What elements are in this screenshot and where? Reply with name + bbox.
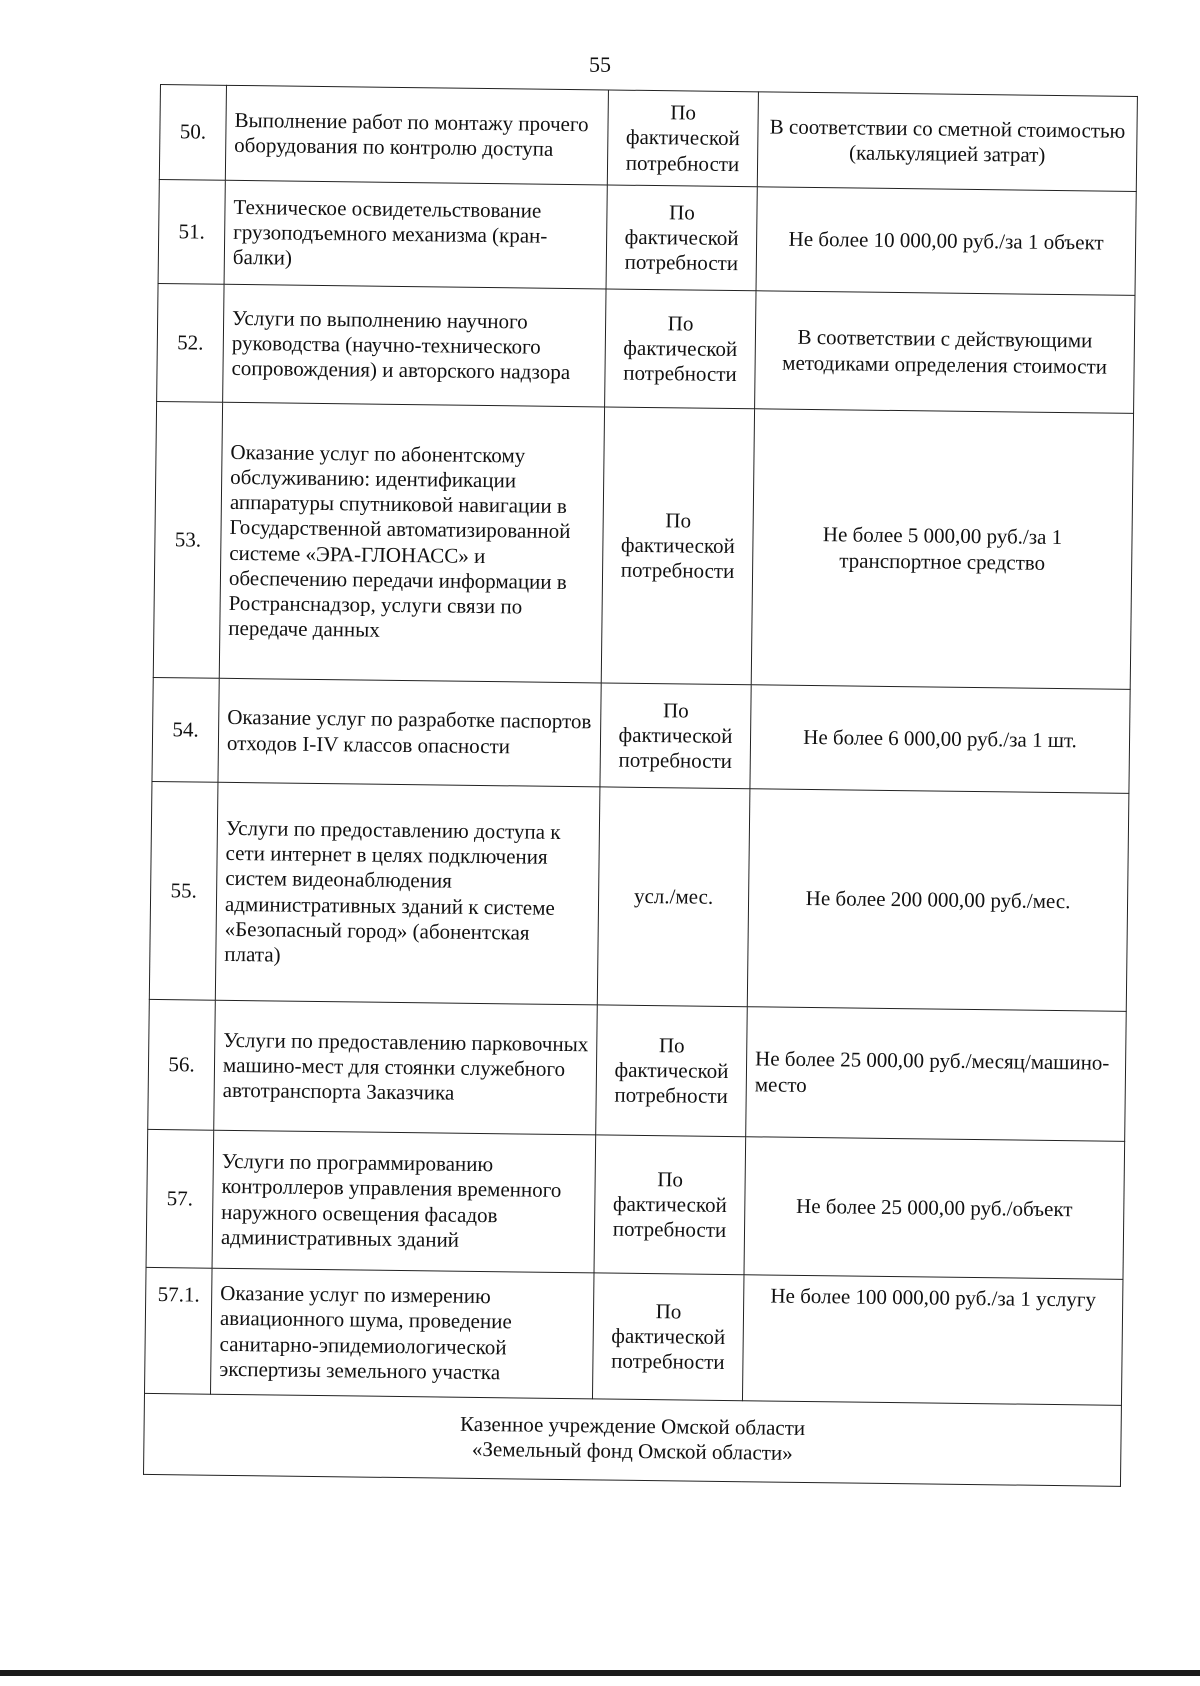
price-cell: В соответствии с действующими методиками определения стоимости [755,291,1135,414]
service-name: Оказание услуг по абонентскому обслуживанию: идентификации аппаратуры спутниковой навигации в Государственной автоматизированной системе «ЭРА-ГЛОНАСС» и обеспечению передачи информации в Ространснадзор, услуги связи по передаче данных [219,402,604,683]
row-number: 57. [146,1129,214,1268]
price-cell: Не более 10 000,00 руб./за 1 объект [756,187,1136,296]
page-number: 55 [589,52,611,77]
org-heading-row [144,1393,1122,1486]
row-number: 56. [148,999,216,1130]
price-cell: Не более 100 000,00 руб./за 1 услугу [742,1275,1123,1406]
row-number: 55. [149,781,218,1000]
unit-cell: По фактической потребности [594,1135,746,1275]
unit-cell: По фактической потребности [605,289,756,409]
service-name: Оказание услуг по разработке паспортов отходов I-IV классов опасности [218,678,601,787]
service-name: Услуги по программированию контроллеров управления временного наружного освещения фасадов административных зданий [212,1130,596,1273]
table-row [145,1267,1123,1405]
table-row [158,179,1136,295]
service-name: Услуги по предоставлению доступа к сети интернет в целях подключения систем видеонаблюдения административных зданий к системе «Безопасный город» (абонентская плата) [215,782,600,1005]
price-cell: Не более 5 000,00 руб./за 1 транспортное средство [751,409,1133,690]
row-number: 54. [152,677,219,782]
service-name: Техническое освидетельствование грузоподъемного механизма (кран-балки) [224,180,607,289]
scan-edge-bar [0,1670,1200,1676]
unit-cell: По фактической потребности [596,1005,748,1137]
row-number: 53. [153,401,222,678]
unit-cell: По фактической потребности [601,407,754,685]
unit-cell: усл./мес. [597,787,750,1007]
row-number: 50. [159,85,226,181]
unit-cell: По фактической потребности [592,1273,744,1401]
table-row [146,1129,1125,1279]
row-number: 52. [157,283,224,402]
table-row [157,283,1135,413]
price-cell: В соответствии со сметной стоимостью (калькуляцией затрат) [757,92,1137,192]
org-heading [144,1393,1122,1486]
price-cell: Не более 25 000,00 руб./объект [744,1137,1125,1280]
service-name: Услуги по предоставлению парковочных машино-мест для стоянки служебного автотранспорта Заказчика [214,1000,598,1135]
service-name: Услуги по выполнению научного руководства (научно-технического сопровождения) и авторского надзора [223,284,606,407]
row-number: 57.1. [145,1267,213,1394]
org-heading-line1: Казенное учреждение Омской области [459,1411,806,1440]
org-heading-line2: «Земельный фонд Омской области» [471,1437,793,1466]
price-cell: Не более 25 000,00 руб./месяц/машино-место [746,1007,1127,1142]
unit-cell: По фактической потребности [606,185,757,291]
unit-cell: По фактической потребности [607,90,758,187]
price-cell: Не более 6 000,00 руб./за 1 шт. [750,685,1130,794]
price-cell: Не более 200 000,00 руб./мес. [747,789,1129,1012]
row-number: 51. [158,179,225,284]
table-row [149,781,1129,1011]
table-row [152,677,1130,793]
table-row [148,999,1127,1141]
service-name: Выполнение работ по монтажу прочего оборудования по контролю доступа [225,85,608,185]
services-table [143,84,1138,1487]
unit-cell: По фактической потребности [600,683,751,789]
table-row [153,401,1133,689]
service-name: Оказание услуг по измерению авиационного шума, проведение санитарно-эпидемиологической экспертизы земельного участка [210,1268,594,1399]
table-row [159,85,1137,192]
